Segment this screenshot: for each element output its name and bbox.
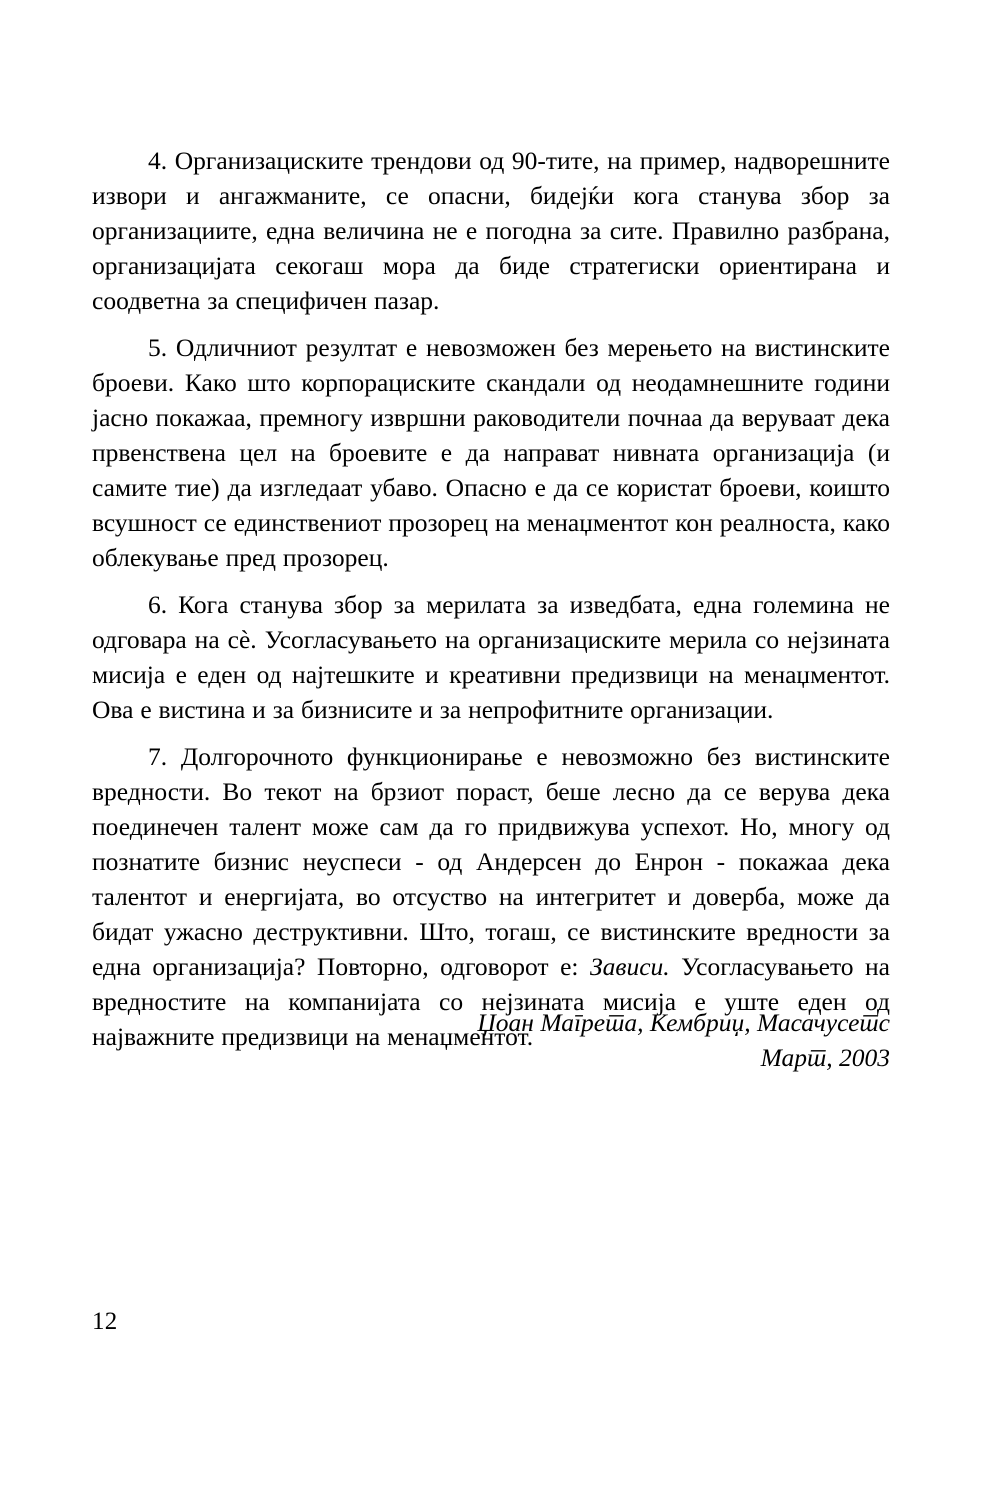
- page-number: 12: [92, 1308, 118, 1335]
- paragraph-7-italic-emphasis: Зависи.: [590, 952, 670, 981]
- body-text-column: [92, 143, 890, 1054]
- paragraph-5: 5. Одличниот резултат е невозможен без мерењето на вистинските броеви. Како што корпорациските скандали од неодамнешните години јасно покажаа, премногу извршни раководители почнаа да веруваат дека првенствена цел на броевите е да направат нивната организација (и самите тие) да изгледаат убаво. Опасно е да се користат броеви, коишто всушност се единствениот прозорец на менаџментот кон реалноста, како облекување пред прозорец.: [92, 333, 890, 572]
- signature-author-and-place: Џоан Магрета, Кембриџ, Масачусетс: [477, 1008, 890, 1037]
- paragraph-6: 6. Кога станува збор за мерилата за изведбата, една големина не одговара на сѐ. Усогласувањето на организациските мерила со нејзината мисија е еден од најтешките и креативни предизвици на менаџментот. Ова е вистина и за бизнисите и за непрофитните организации.: [92, 590, 890, 724]
- paragraph-7-text-after-italic: Усогласувањето на вредностите на компанијата со нејзината мисија е уште еден од најважните предизвици на менаџментот.: [92, 952, 890, 1051]
- signature-date: Март, 2003: [760, 1043, 890, 1072]
- paragraph-4: 4. Организациските трендови од 90-тите, на пример, надворешните извори и ангажманите, се опасни, бидејќи кога станува збор за организациите, една величина не е погодна за сите. Правилно разбрана, организацијата секогаш мора да биде стратегиски ориентирана и соодветна за специфичен пазар.: [92, 146, 890, 315]
- signature-block: [92, 1005, 890, 1075]
- paragraph-7-text-before-italic: 7. Долгорочното функционирање е невозможно без вистинските вредности. Во текот на брзиот пораст, беше лесно да се верува дека поединечен талент може сам да го придвижува успехот. Но, многу од познатите бизнис неуспеси - од Андерсен до Енрон - покажаа дека талентот и енергијата, во отсуство на интегритет и доверба, може да бидат ужасно деструктивни. Што, тогаш, се вистинските вредности за една организација? Повторно, одговорот е:: [92, 742, 890, 981]
